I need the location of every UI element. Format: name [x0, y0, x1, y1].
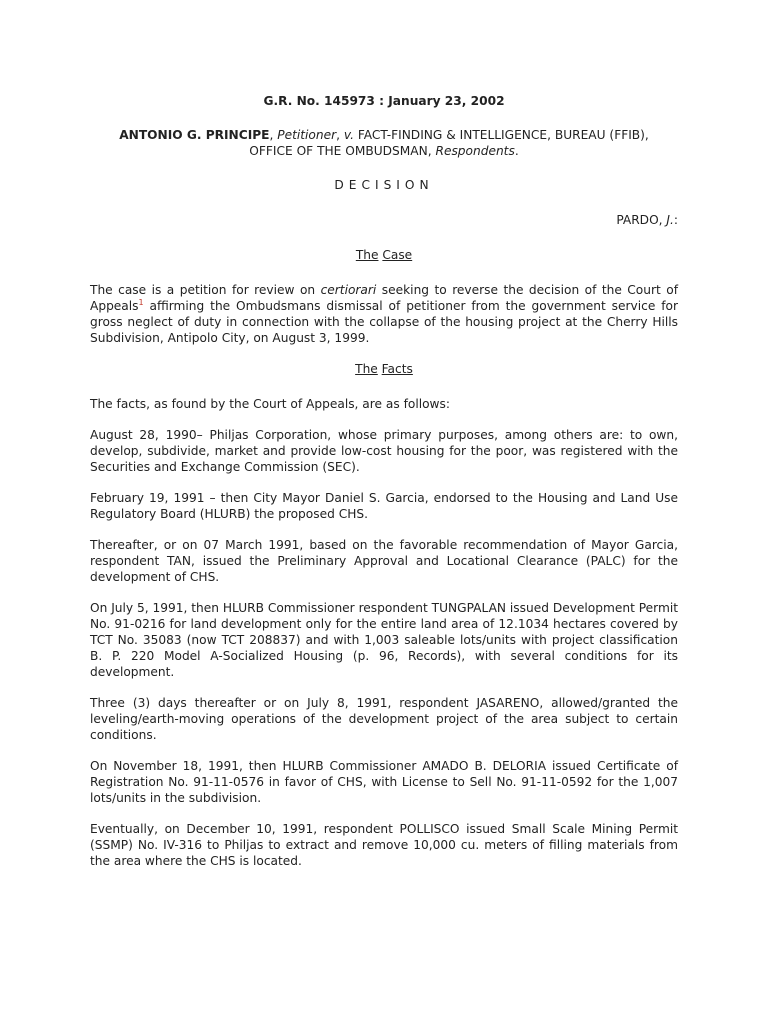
- paragraph-facts-intro: The facts, as found by the Court of Appeals, are as follows:: [90, 397, 450, 411]
- ponente: PARDO, J.:: [616, 213, 678, 227]
- ponente-title: J.: [666, 213, 674, 227]
- footnote-link[interactable]: 1: [138, 297, 144, 307]
- paragraph-fact-4: On July 5, 1991, then HLURB Commissioner respondent TUNGPALAN issued Development Permit No. 91-0216 for land development only for the entire land area of 12.1034 hectares covered by TCT No. 35083 (now TCT 208837) and with 1,003 saleable lots/units with project classification B. P. 220 Model A-Socialized Housing (p. 96, Records), with several conditions for its development.: [90, 601, 678, 679]
- case-text-part2: seeking to reverse the decision of the Court of Appeals: [90, 283, 678, 313]
- case-text-part3: affirming the Ombudsmans dismissal of petitioner from the government service for gross neglect of duty in connection with the collapse of the housing project at the Cherry Hills Subdivision, Antipolo City, on August 3, 1999.: [90, 299, 678, 345]
- section-facts-word: Facts: [381, 362, 413, 376]
- paragraph-the-case: [90, 282, 678, 346]
- document-body: [90, 93, 678, 884]
- case-title: G.R. No. 145973 : January 23, 2002: [263, 94, 505, 108]
- ponente-name: PARDO,: [616, 213, 663, 227]
- section-facts-the: The: [355, 362, 378, 376]
- case-parties: ANTONIO G. PRINCIPE, Petitioner, v. FACT-FINDING & INTELLIGENCE, BUREAU (FFIB), OFFICE OF THE OMBUDSMAN, Respondents.: [119, 128, 649, 158]
- section-heading-facts: [90, 361, 678, 377]
- section-heading-case: [90, 247, 678, 263]
- paragraph-fact-1: August 28, 1990– Philjas Corporation, whose primary purposes, among others are: to own, develop, subdivide, market and provide low-cost housing for the poor, was registered with the Securities and Exchange Commission (SEC).: [90, 428, 678, 474]
- case-text-part1: The case is a petition for review on: [90, 283, 321, 297]
- respondents-line1: FACT-FINDING & INTELLIGENCE, BUREAU (FFIB),: [357, 128, 649, 142]
- paragraph-fact-2: February 19, 1991 – then City Mayor Daniel S. Garcia, endorsed to the Housing and Land Use Regulatory Board (HLURB) the proposed CHS.: [90, 491, 678, 521]
- section-case-the: The: [355, 248, 379, 262]
- respondents-line2: OFFICE OF THE OMBUDSMAN,: [249, 144, 432, 158]
- petitioner-name: ANTONIO G. PRINCIPE: [119, 128, 270, 142]
- versus-label: v.: [343, 128, 354, 142]
- paragraph-fact-5: Three (3) days thereafter or on July 8, 1991, respondent JASARENO, allowed/granted the leveling/earth-moving operations of the development project of the area subject to certain conditions.: [90, 696, 678, 742]
- paragraph-fact-3: Thereafter, or on 07 March 1991, based on the favorable recommendation of Mayor Garcia, respondent TAN, issued the Preliminary Approval and Locational Clearance (PALC) for the development of CHS.: [90, 538, 678, 584]
- certiorari-term: certiorari: [320, 283, 377, 297]
- paragraph-fact-7: Eventually, on December 10, 1991, respondent POLLISCO issued Small Scale Mining Permit (SSMP) No. IV-316 to Philjas to extract and remove 10,000 cu. meters of filling materials from the area where the CHS is located.: [90, 822, 678, 868]
- section-case-word: Case: [382, 248, 413, 262]
- decision-heading: DECISION: [334, 178, 434, 192]
- paragraph-fact-6: On November 18, 1991, then HLURB Commissioner AMADO B. DELORIA issued Certificate of Registration No. 91-11-0576 in favor of CHS, with License to Sell No. 91-11-0592 for the 1,007 lots/units in the subdivision.: [90, 759, 678, 805]
- petitioner-role: Petitioner: [277, 128, 337, 142]
- respondents-role: Respondents: [435, 144, 515, 158]
